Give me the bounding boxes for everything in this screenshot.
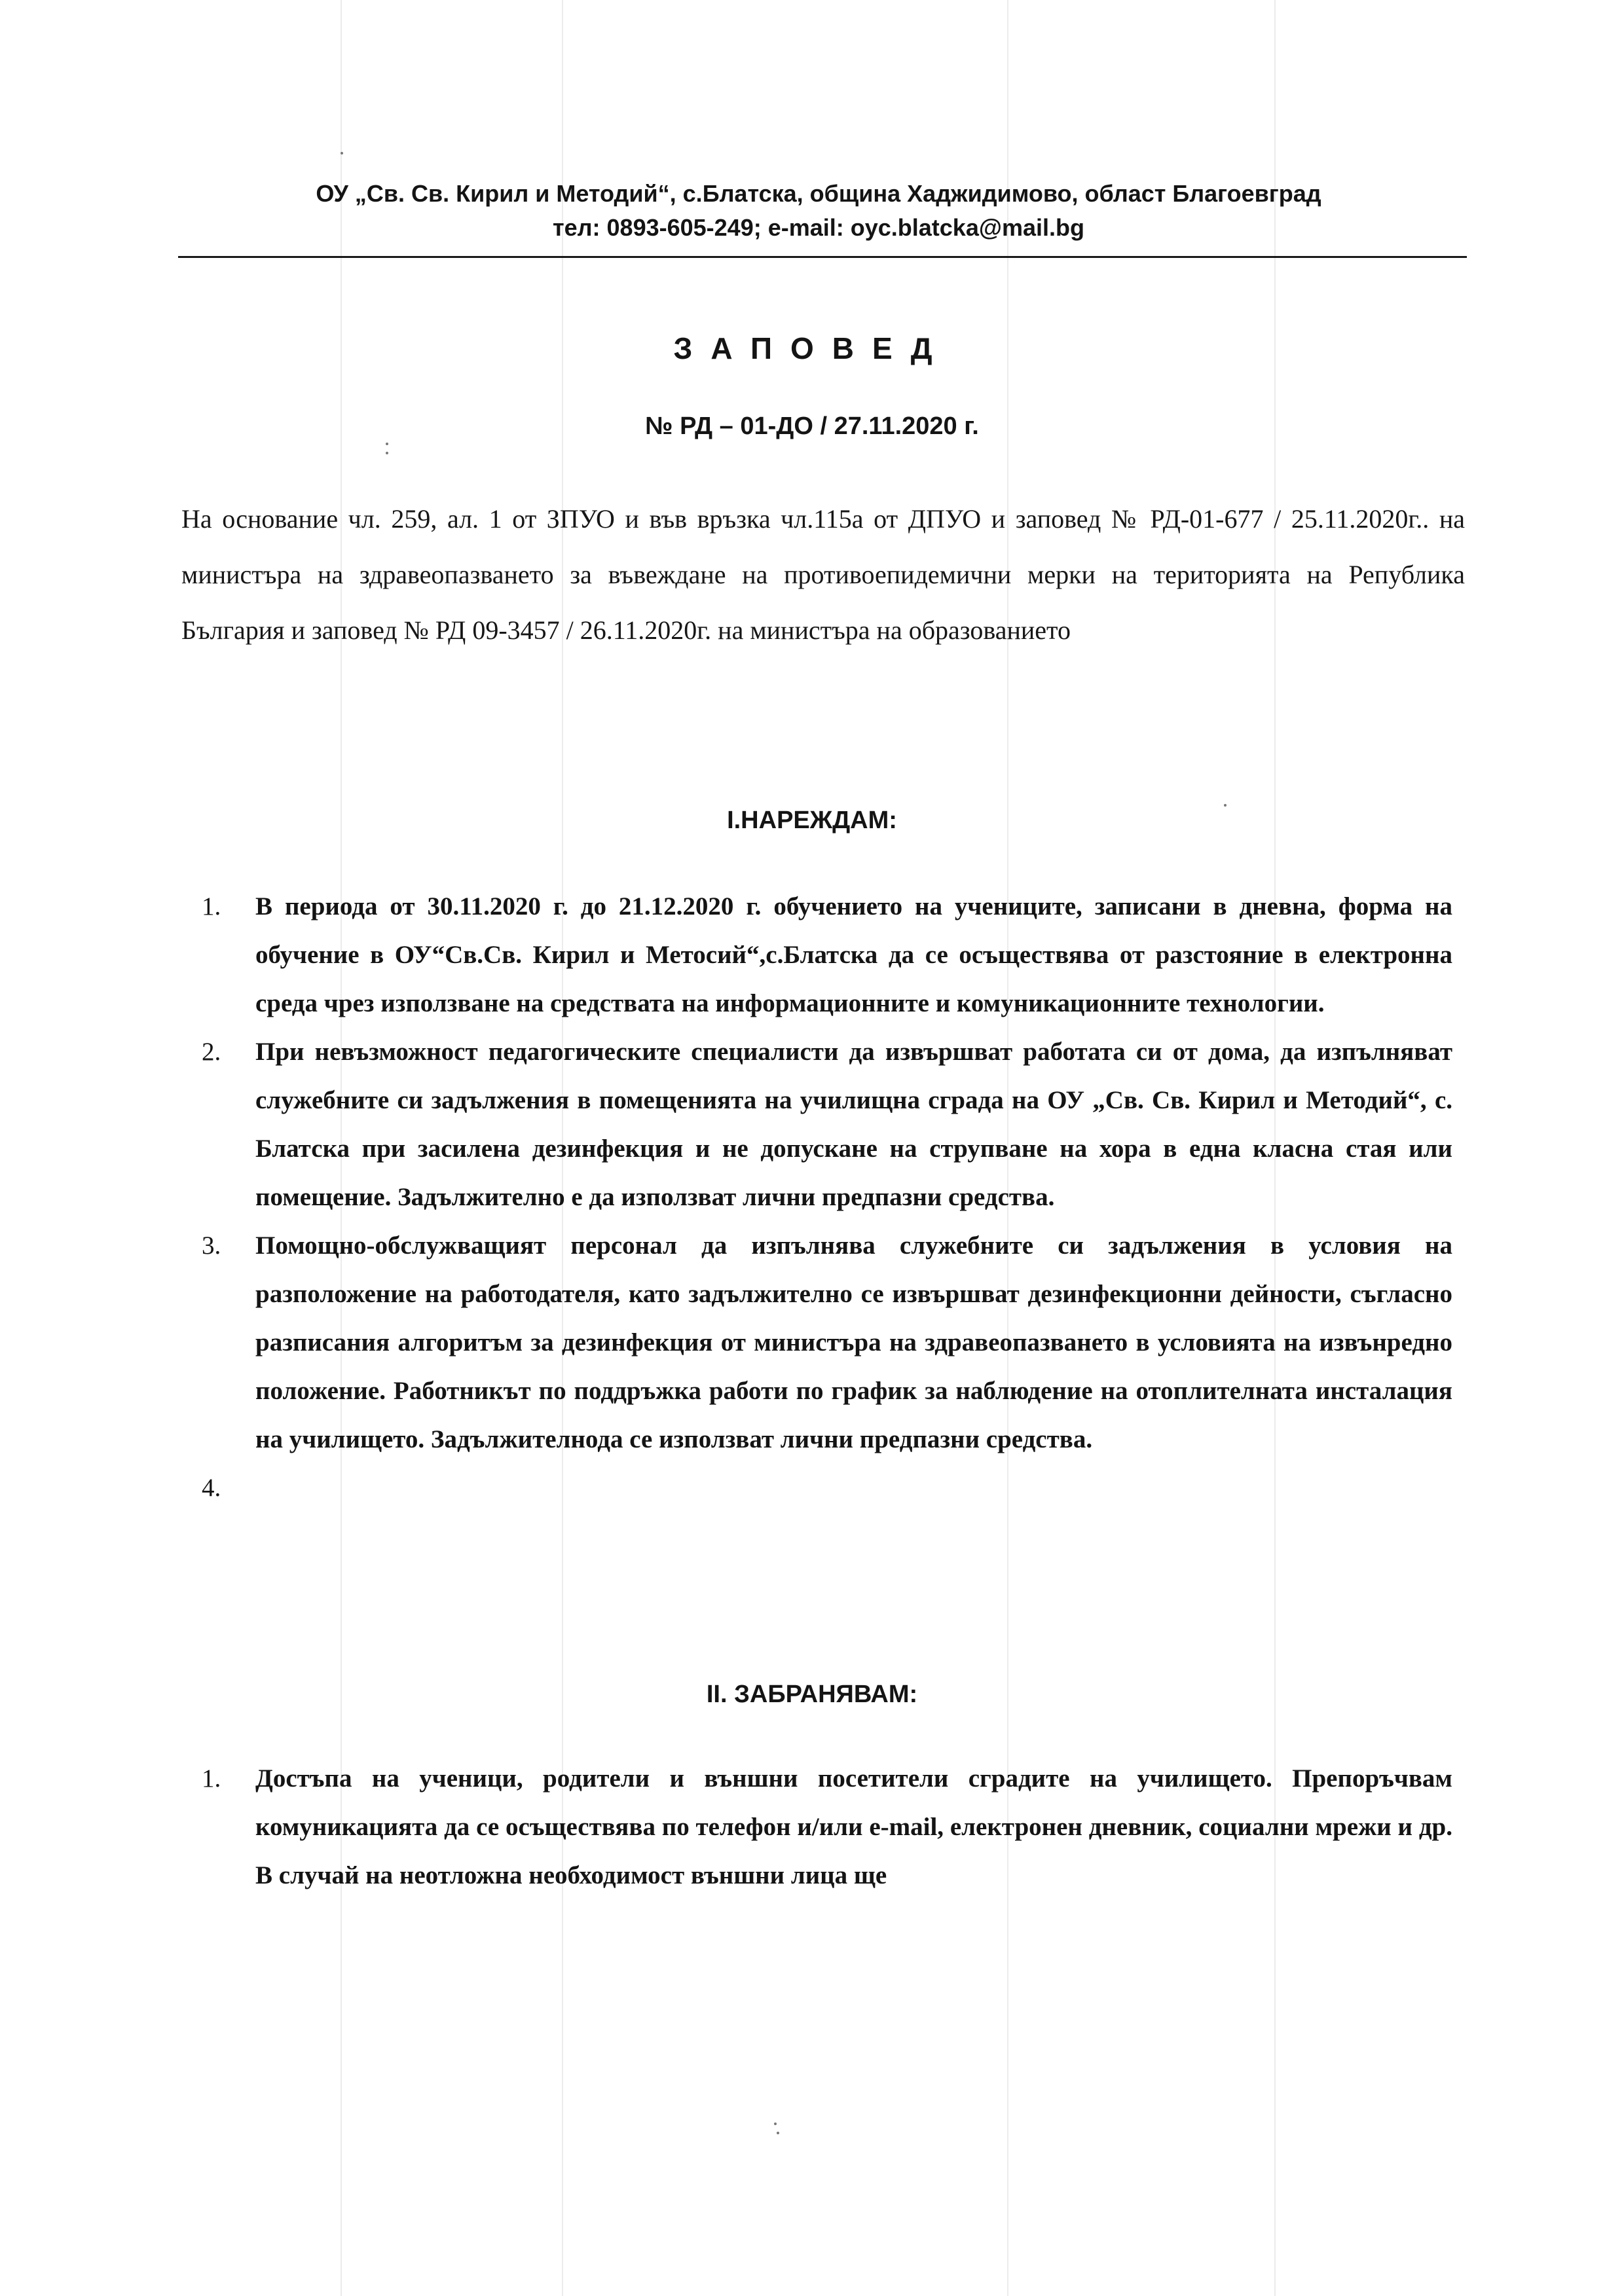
document-title: ЗАПОВЕД	[673, 331, 951, 365]
order-list	[202, 883, 1452, 1512]
list-item	[202, 1464, 1452, 1512]
section-heading-order: I.НАРЕЖДАМ:	[727, 807, 897, 834]
list-item-number: 3.	[202, 1231, 221, 1260]
list-item-text: В периода от 30.11.2020 г. до 21.12.2020 г. обучението на учениците, записани в дневна, форма на обучение в ОУ“Св.Св. Кирил и Метосий“,с.Блатска да се осъществява от разстояние в електронна среда чрез използване на средствата на информационните и комуникационните технологии.	[255, 892, 1452, 1017]
list-item-text: Помощно-обслужващият персонал да изпълнява служебните си задължения в условия на разположение на работодателя, като задължително се извършват дезинфекционни дейности, съгласно разписания алгоритъм за дезинфекция от министъра на здравеопазването в условията на извънредно положение. Работникът по поддръжка работи по график за наблюдение на отоплителната инсталация на училището. Задължителнода се използват лични предпазни средства.	[255, 1231, 1452, 1453]
list-item-number: 4.	[202, 1474, 221, 1502]
scan-speck	[386, 452, 388, 454]
scan-speck	[341, 152, 343, 155]
preamble-paragraph: На основание чл. 259, ал. 1 от ЗПУО и във връзка чл.115а от ДПУО и заповед № РД-01-677 / 25.11.2020г.. на министъра на здравеопазването за въвеждане на противоепидемични мерки на територията на Република България и заповед № РД 09-3457 / 26.11.2020г. на министъра на образованието	[181, 504, 1465, 645]
list-item	[202, 1222, 1452, 1464]
letterhead-contacts: тел: 0893-605-249; e-mail: oyc.blatcka@mail.bg	[553, 214, 1084, 241]
list-item-text: Достъпа на ученици, родители и външни посетители сградите на училището. Препоръчвам комуникацията да се осъществява по телефон и/или e-mail, електронен дневник, социални мрежи и др. В случай на неотложна необходимост външни лица ще	[255, 1764, 1452, 1889]
scan-speck	[774, 2123, 777, 2125]
section-heading-prohibit: II. ЗАБРАНЯВАМ:	[706, 1681, 918, 1708]
letterhead-divider	[178, 256, 1467, 258]
list-item	[202, 1028, 1452, 1222]
list-item-number: 1.	[202, 892, 221, 920]
list-item	[202, 1755, 1452, 1900]
letterhead	[177, 177, 1460, 245]
scan-speck	[386, 443, 388, 445]
prohibit-list	[202, 1755, 1452, 1900]
document-number: № РД – 01-ДО / 27.11.2020 г.	[645, 412, 979, 440]
scan-speck	[777, 2132, 779, 2134]
list-item-number: 2.	[202, 1038, 221, 1066]
list-item-text: При невъзможност педагогическите специалисти да извършват работата си от дома, да изпълняват служебните си задължения в помещенията на училищна сграда на ОУ „Св. Св. Кирил и Методий“, с. Блатска при засилена дезинфекция и не допускане на струпване на хора в една класна стая или помещение. Задължително е да използват лични предпазни средства.	[255, 1038, 1452, 1211]
letterhead-school-name: ОУ „Св. Св. Кирил и Методий“, с.Блатска, община Хаджидимово, област Благоевград	[316, 180, 1321, 207]
list-item-number: 1.	[202, 1764, 221, 1793]
list-item	[202, 883, 1452, 1028]
